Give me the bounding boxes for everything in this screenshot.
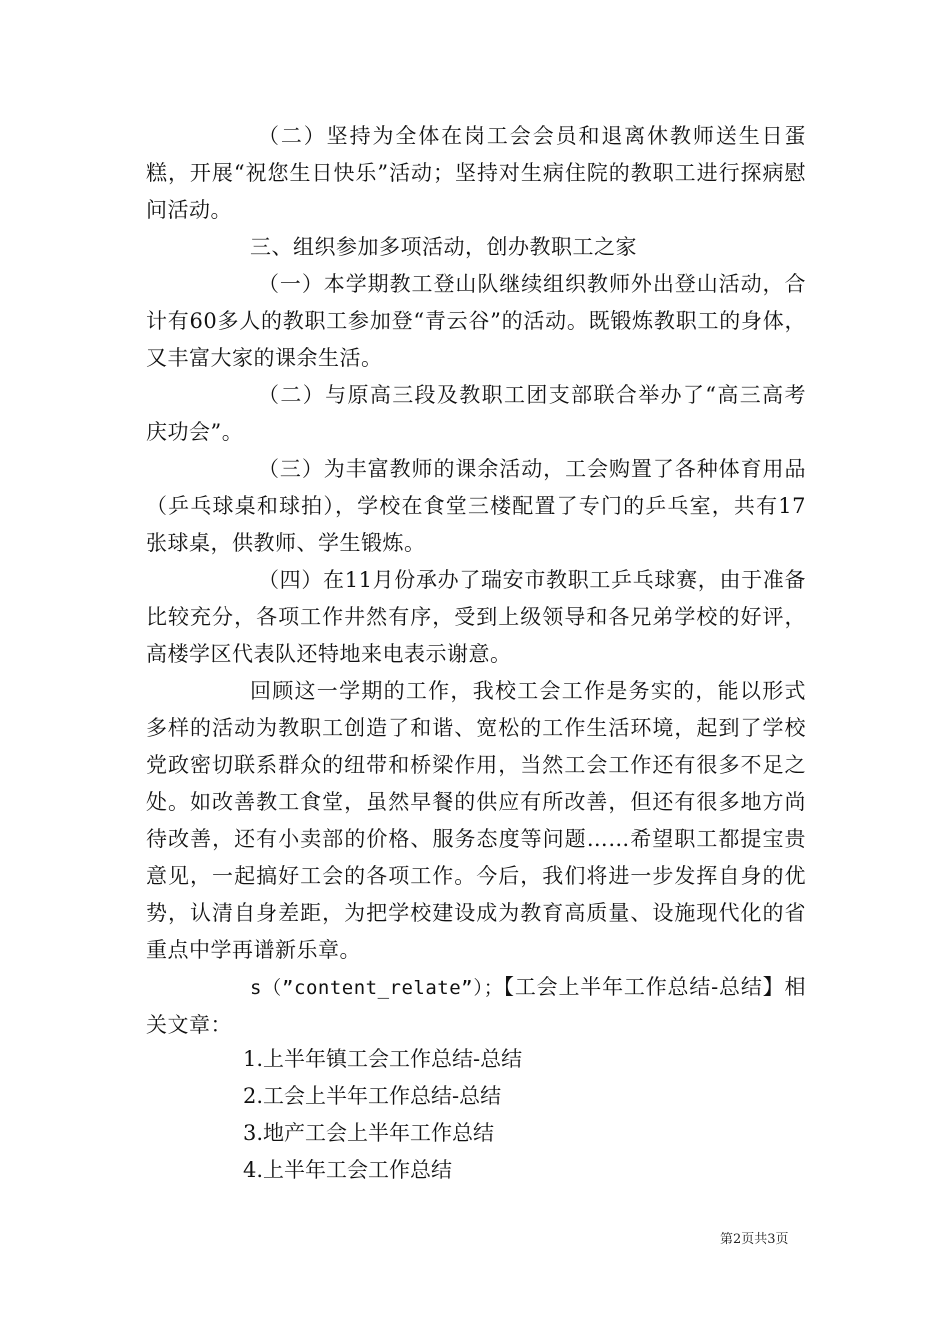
paragraph-birthday-visits: （二）坚持为全体在岗工会会员和退离休教师送生日蛋糕，开展“祝您生日快乐”活动；坚持对生病住院的教职工进行探病慰问活动。: [146, 124, 806, 222]
body-text: [146, 118, 806, 1044]
paragraph-review: 回顾这一学期的工作，我校工会工作是务实的，能以形式多样的活动为教职工创造了和谐、宽松的工作生活环境，起到了学校党政密切联系群众的纽带和桥梁作用，当然工会工作还有很多不足之处。如改善教工食堂，虽然早餐的供应有所改善，但还有很多地方尚待改善，还有小卖部的价格、服务态度等问题……希望职工都提宝贵意见，一起搞好工会的各项工作。今后，我们将进一步发挥自身的优势，认清自身差距，为把学校建设成为教育高质量、设施现代化的省重点中学再谱新乐章。: [146, 679, 806, 962]
page-number: 第2页共3页: [720, 1232, 789, 1247]
paragraph-sports-equipment: （三）为丰富教师的课余活动，工会购置了各种体育用品（乒乓球桌和球拍），学校在食堂三楼配置了专门的乒乓室，共有17张球桌，供教师、学生锻炼。: [146, 457, 806, 555]
related-article-link[interactable]: 2.工会上半年工作总结-总结: [243, 1084, 502, 1108]
paragraph-table-tennis-match: （四）在11月份承办了瑞安市教职工乒乓球赛，由于准备比较充分，各项工作井然有序，受到上级领导和各兄弟学校的好评，高楼学区代表队还特地来电表示谢意。: [146, 568, 806, 666]
paragraph-celebration: （二）与原高三段及教职工团支部联合举办了“高三高考庆功会”。: [146, 383, 806, 444]
related-article-link[interactable]: 1.上半年镇工会工作总结-总结: [243, 1047, 523, 1071]
paragraph-mountain-climbing: （一）本学期教工登山队继续组织教师外出登山活动，合计有60多人的教职工参加登“青云谷”的活动。既锻炼教职工的身体，又丰富大家的课余生活。: [146, 272, 806, 370]
related-title: 【工会上半年工作总结-总结】相关文章：: [146, 975, 806, 1037]
related-article-link[interactable]: 4.上半年工会工作总结: [243, 1158, 453, 1182]
related-heading: [146, 969, 806, 1044]
related-article-link[interactable]: 3.地产工会上半年工作总结: [243, 1121, 495, 1145]
section-heading-activities: 三、组织参加多项活动，创办教职工之家: [250, 235, 637, 259]
related-articles-list: [243, 1041, 522, 1189]
code-snippet: s（”content_relate”）；: [250, 977, 504, 999]
